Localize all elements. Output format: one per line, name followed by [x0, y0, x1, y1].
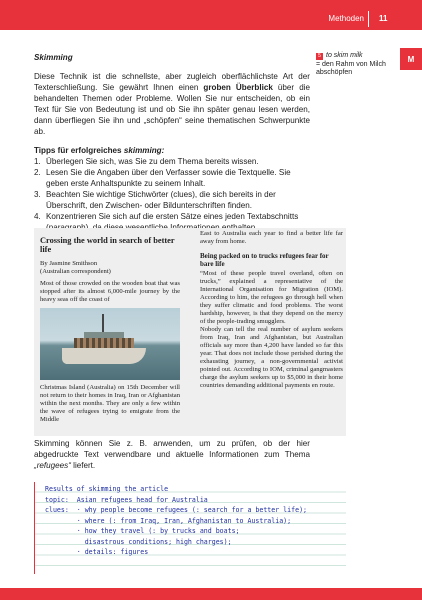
tips-heading-term: skimming:: [123, 146, 165, 155]
list-item: [34, 189, 310, 211]
page-number: 11: [379, 14, 388, 23]
section-heading: Skimming: [34, 53, 73, 62]
article-paragraph: Most of those crowded on the wooden boat that was stopped after its almost 6,000-mile journey by the heavy seas off the coast of: [40, 280, 180, 303]
tips-heading-prefix: Tipps für erfolgreiches: [34, 146, 124, 155]
margin-note: [316, 52, 396, 78]
article-column-right: [200, 230, 343, 390]
list-text: Beachten Sie wichtige Stichwörter (clues), die sich bereits in der Überschrift, den Zwischen- oder Bildunterschriften finden.: [46, 190, 276, 210]
notes-line: Results of skimming the article: [45, 485, 169, 493]
tips-heading: [34, 145, 310, 156]
note-definition: = den Rahm von Milch abschöpfen: [316, 60, 386, 76]
note-number-badge: 5: [316, 53, 323, 60]
article-title: Crossing the world in search of better life: [40, 236, 175, 254]
article-column-left: [40, 236, 180, 424]
tips-list: [34, 156, 310, 233]
newspaper-article: [34, 228, 346, 436]
byline-author: By Jasmine Smithson: [40, 260, 98, 267]
list-number: 1.: [34, 157, 41, 166]
refugee-boat-photo: [40, 308, 180, 380]
after-term: „refugees“: [34, 461, 71, 470]
footer-bar: [0, 588, 422, 600]
notes-line: disastrous conditions; high charges);: [45, 537, 232, 546]
intro-paragraph: [34, 71, 310, 137]
after-text-2: liefert.: [70, 461, 96, 470]
article-paragraph: Christmas Island (Australia) on 15th December will not return to their homes in Iraq, Iran or Afghanistan within the next months. They are only a few within the wave of refugees trying to emigrate from the Middle: [40, 384, 180, 423]
chapter-tab[interactable]: M: [400, 48, 422, 70]
skimming-application-text: [34, 438, 310, 471]
list-text: Lesen Sie die Angaben über den Verfasser sowie die Textquelle. Sie geben erste Anhaltspunkte zu seinem Inhalt.: [46, 168, 291, 188]
handwritten-notes: [34, 482, 346, 574]
list-item: [34, 167, 310, 189]
note-term: to skim milk: [326, 52, 363, 59]
notes-line: · where (: from Iraq, Iran, Afghanistan to Australia);: [45, 516, 292, 525]
list-number: 2.: [34, 168, 41, 177]
list-number: 3.: [34, 190, 41, 199]
intro-text-1: Diese Technik ist die schnellste, aber zugleich oberflächlichste Art der Texterschließung. Sie gewährt Ihnen einen: [34, 72, 310, 92]
list-number: 4.: [34, 212, 41, 221]
byline-role: (Australian correspondent): [40, 268, 111, 275]
article-paragraph: Nobody can tell the real number of asylum seekers from Iraq, Iran and Afghanistan, but Australian officials say more than 4,200 have landed so far this year. That does not include those perished during the exhausting journey, a non-governmental activist pointed out. According to IOM, criminal gangmasters charge the asylum seekers up to $5,000 in their home countries demanding additional payments en route.: [200, 326, 343, 389]
list-text: Überlegen Sie sich, was Sie zu dem Thema bereits wissen.: [46, 157, 259, 166]
header-divider: [368, 11, 369, 27]
article-paragraph: East to Australia each year to find a better life far away from home.: [200, 230, 343, 245]
header-bar: [0, 0, 422, 30]
list-item: [34, 156, 310, 167]
after-text-1: Skimming können Sie z. B. anwenden, um zu prüfen, ob der hier abgedruckte Text verwendbare und aktuelle Informationen zum Thema: [34, 439, 310, 459]
intro-text-2: über die behandelten Themen oder Probleme. Wollen Sie nur entscheiden, ob ein Text für Sie von Bedeutung ist und ob Sie ihn später genau lesen werden, dann überfliegen Sie ihn und „schöpfen“ seine thematischen Schwerpunkte ab.: [34, 83, 311, 136]
article-subheading: Being packed on to trucks refugees fear for bare life: [200, 252, 329, 268]
intro-emphasis: groben Überblick: [203, 83, 273, 92]
article-byline: [40, 260, 180, 276]
article-paragraph: “Most of these people travel overland, often on trucks,” explained a representative of the International Organisation for Migration (IOM). According to him, the refugees go through hell when they suffer climatic and food problems. The worst hardship, however, is that they depend on the mercy of the people-trading smugglers.: [200, 270, 343, 325]
main-text: [34, 52, 310, 241]
list-text: Konzentrieren Sie sich auf die ersten Sätze eines jeden Textabschnitts: [46, 212, 299, 221]
notes-line: topic: Asian refugees head for Australia: [45, 495, 208, 504]
section-title: Methoden: [328, 14, 364, 23]
notes-line: clues: · why people become refugees (: search for a better life);: [45, 506, 308, 514]
notes-line: · details: figures: [45, 548, 149, 556]
notes-line: · how they travel (: by trucks and boats;: [45, 527, 240, 535]
